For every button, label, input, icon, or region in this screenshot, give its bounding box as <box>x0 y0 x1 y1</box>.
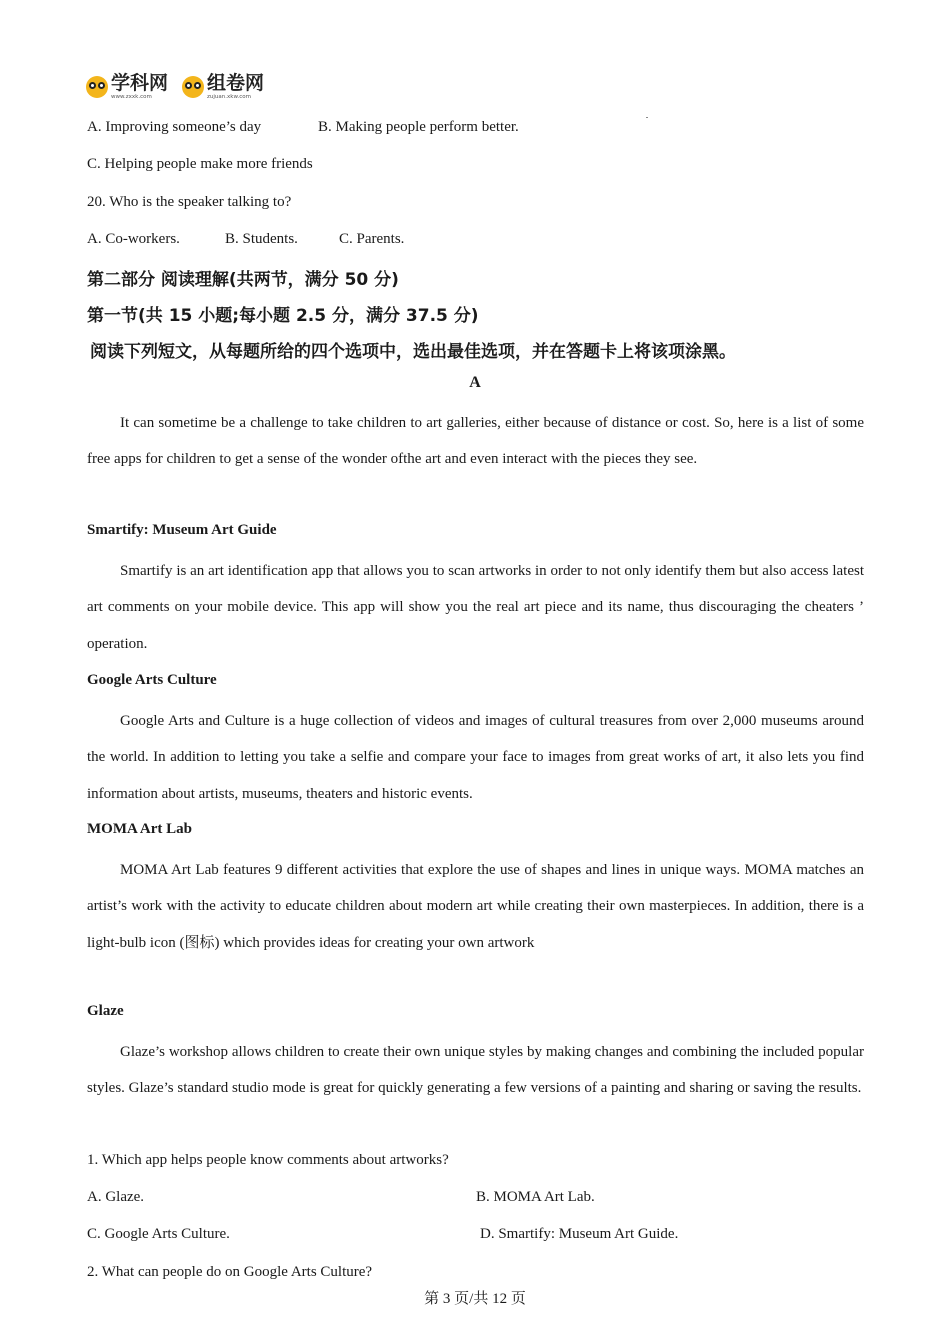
logo2-url: zujuan.xkw.com <box>207 93 251 100</box>
q20-stem: 20. Who is the speaker talking to? <box>87 194 292 210</box>
instruction: 阅读下列短文，从每题所给的四个选项中，选出最佳选项，并在答题卡上将该项涂黑。 <box>90 342 736 362</box>
stray-mark <box>646 117 648 118</box>
logo2-name: 组卷网 <box>207 71 265 94</box>
app-title-google-arts: Google Arts Culture <box>87 672 217 688</box>
logo1-url: www.zxxk.com <box>111 93 152 100</box>
xuekewang-logo <box>86 71 169 101</box>
subsection-title: 第一节(共 15 小题;每小题 2.5 分，满分 37.5 分) <box>87 306 479 326</box>
app-text-moma <box>87 852 864 961</box>
app-text-google-arts <box>87 703 864 812</box>
q19-options-row-1 <box>87 119 519 136</box>
app-text-glaze <box>87 1034 864 1107</box>
passage-intro-text: It can sometime be a challenge to take children to art galleries, either because of distance or cost. So, here is a list of some free apps for children to get a sense of the wonder ofthe art and even interact with the pieces they see. <box>87 415 864 468</box>
app-title-glaze: Glaze <box>87 1003 124 1019</box>
passage-label: A <box>469 374 481 391</box>
q1-option-d: D. Smartify: Museum Art Guide. <box>480 1226 679 1242</box>
q19-option-a: A. Improving someone’s day <box>87 119 262 135</box>
header-logos <box>86 70 278 104</box>
q1-options-row-1 <box>87 1189 595 1206</box>
passage-intro <box>87 405 864 478</box>
q19-option-b: B. Making people perform better. <box>318 119 519 135</box>
app-text-glaze-body: Glaze’s workshop allows children to create their own unique styles by making changes and combining the included popular styles. Glaze’s standard studio mode is great for quickly generating a few versions of a painting and sharing or saving the results. <box>87 1044 864 1097</box>
q20-option-a: A. Co-workers. <box>87 231 180 247</box>
q19-option-c: C. Helping people make more friends <box>87 156 313 172</box>
owl-mascot-icon <box>182 76 204 98</box>
q20-option-b: B. Students. <box>225 231 298 247</box>
owl-mascot-icon <box>86 76 108 98</box>
app-text-moma-body: MOMA Art Lab features 9 different activities that explore the use of shapes and lines in unique ways. MOMA matches an artist’s work with the activity to educate children about modern art while creating their own masterpieces. In addition, there is a light-bulb icon (图标) which provides ideas for creating your own artwork <box>87 862 864 951</box>
logo1-name: 学科网 <box>111 71 169 94</box>
q1-stem: 1. Which app helps people know comments about artworks? <box>87 1152 449 1168</box>
page-number: 第 3 页/共 12 页 <box>424 1291 526 1307</box>
app-text-smartify <box>87 553 864 662</box>
q1-options-row-2 <box>87 1226 678 1243</box>
q1-option-a: A. Glaze. <box>87 1189 145 1205</box>
part-title: 第二部分 阅读理解(共两节，满分 50 分) <box>87 270 399 290</box>
zujuanwang-logo <box>182 71 265 101</box>
q20-options-row <box>87 231 404 248</box>
q1-option-b: B. MOMA Art Lab. <box>476 1189 595 1205</box>
app-title-moma: MOMA Art Lab <box>87 821 192 837</box>
app-text-google-arts-body: Google Arts and Culture is a huge collection of videos and images of cultural treasures from over 2,000 museums around the world. In addition to letting you take a selfie and compare your face to images from great works of art, it also lets you find information about artists, museums, theaters and historic events. <box>87 713 864 802</box>
q20-option-c: C. Parents. <box>339 231 405 247</box>
app-text-smartify-body: Smartify is an art identification app that allows you to scan artworks in order to not only identify them but also access latest art comments on your mobile device. This app will show you the real art piece and its name, thus discouraging the cheaters ’ operation. <box>87 563 864 652</box>
app-title-smartify: Smartify: Museum Art Guide <box>87 522 277 538</box>
q2-stem: 2. What can people do on Google Arts Culture? <box>87 1264 373 1280</box>
q1-option-c: C. Google Arts Culture. <box>87 1226 230 1242</box>
